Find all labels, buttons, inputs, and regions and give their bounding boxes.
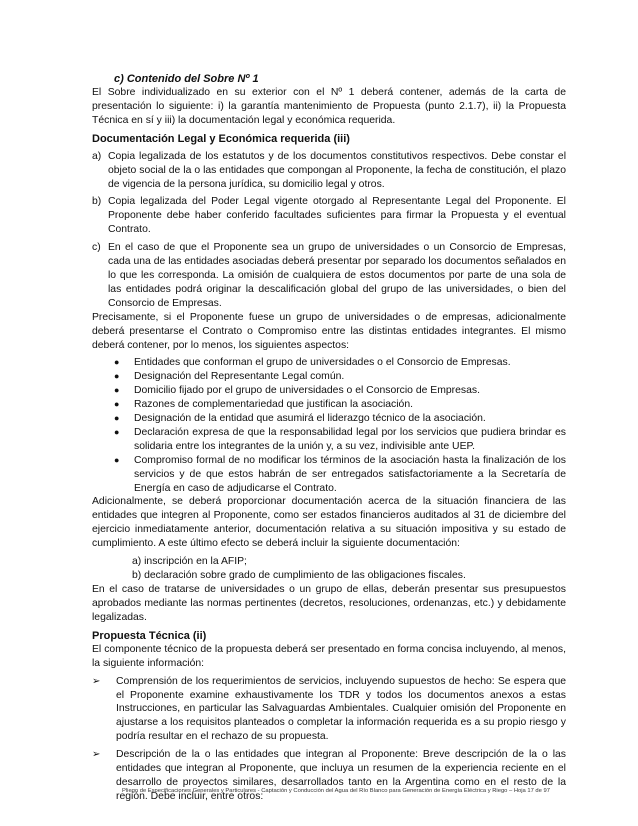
section-c-heading: c) Contenido del Sobre Nº 1: [114, 73, 259, 85]
doc-legal-list: [92, 150, 566, 311]
list-item: b) declaración sobre grado de cumplimiento de las obligaciones fiscales.: [132, 570, 466, 582]
bullet-icon: ●: [114, 357, 120, 368]
list-item-text: Declaración expresa de que la responsabilidad legal por los servicios que pudiera brindar es solidaria entre los integrantes de la unión y, a su vez, indivisible ante UEP.: [134, 426, 566, 452]
bullet-icon: ●: [114, 371, 120, 382]
list-item-text: Entidades que conforman el grupo de universidades o el Consorcio de Empresas.: [134, 357, 511, 369]
propuesta-heading: Propuesta Técnica (ii): [92, 629, 207, 642]
adicionalmente-paragraph: Adicionalmente, se deberá proporcionar documentación acerca de la situación financiera de las entidades que integren al Proponente, como ser estados financieros auditados al 31 de diciembre del ejercicio inmediatamente anterior, documentación relativa a su situación impositiva y su estado de cumplimiento. A este último efecto se deberá incluir la siguiente documentación:: [92, 496, 566, 550]
doc-legal-heading: Documentación Legal y Económica requerida (iii): [92, 132, 350, 145]
list-marker: b): [92, 196, 102, 208]
list-item-text: Copia legalizada de los estatutos y de los documentos constitutivos respectivos. Debe constar el objeto social de la o las entidades que compongan al Proponente, la fecha de constitución, el plazo de vigencia de la persona jurídica, su domicilio legal y otros.: [108, 150, 566, 190]
list-item: [92, 356, 566, 370]
list-item: [92, 384, 566, 398]
list-item: [92, 454, 566, 496]
bullet-icon: ●: [114, 454, 120, 465]
list-marker: a): [92, 150, 102, 162]
bullet-icon: ●: [114, 413, 120, 424]
precisamente-paragraph: Precisamente, si el Proponente fuese un grupo de universidades o de empresas, adicionalmente deberá presentarse el Contrato o Compromiso entre las distintas entidades integrantes. El mismo deberá contener, por lo menos, los siguientes aspectos:: [92, 311, 566, 351]
list-item-text: Designación de la entidad que asumirá el liderazgo técnico de la asociación.: [134, 413, 486, 425]
list-item: [92, 748, 566, 804]
list-item: [92, 150, 566, 192]
list-item-text: Domicilio fijado por el grupo de universidades o el Consorcio de Empresas.: [134, 385, 480, 397]
list-item: [92, 426, 566, 454]
page-footer: Pliego de Especificaciones Generales y Particulares - Captación y Conducción del Agua del Río Blanco para Generación de Energía Eléctrica y Riego – Hoja 17 de 97: [122, 788, 550, 794]
arrow-bullet-icon: ➢: [92, 675, 101, 687]
bullet-icon: ●: [114, 426, 120, 437]
aspects-list: [92, 356, 566, 495]
en-el-caso-paragraph: En el caso de tratarse de universidades o un grupo de ellas, deberán presentar sus presupuestos aprobados mediante las normas pertinentes (decretos, resoluciones, ordenanzas, etc.) y debidamente legalizadas.: [92, 584, 566, 623]
list-item-text: Comprensión de los requerimientos de servicios, incluyendo supuestos de hecho: Se espera que el Proponente examine exhaustivamente los TDR y todos los documentos anexos a estas Instrucciones, en particular las Salvaguardas Ambientales. Cualquier omisión del Proponente en ajustarse a los requisitos planteados o completar la información requerida es a su propio riesgo y podría resultar en el rechazo de su propuesta.: [116, 675, 566, 743]
list-item: a) inscripción en la AFIP;: [132, 556, 247, 568]
list-item: [92, 675, 566, 745]
section-c-text: El Sobre individualizado en su exterior con el Nº 1 deberá contener, además de la carta de presentación lo siguiente: i) la garantía mantenimiento de Propuesta (punto 2.1.7), ii) la Propuesta Técnica en sí y iii) la documentación legal y económica requerida.: [92, 87, 566, 126]
list-item-text: Razones de complementariedad que justifican la asociación.: [134, 399, 413, 411]
list-marker: c): [92, 242, 101, 254]
list-item-text: Descripción de la o las entidades que integran al Proponente: Breve descripción de la o las entidades que integran al Proponente, que incluya un resumen de la experiencia reciente en el desarrollo de proyectos similares, desarrollados tanto en la Argentina como en el resto de la región. Debe incluir, entre otros:: [116, 749, 566, 802]
page-content: [92, 72, 566, 804]
propuesta-list: [92, 675, 566, 804]
list-item-text: Designación del Representante Legal común.: [134, 371, 345, 383]
list-item: [92, 398, 566, 412]
list-item-text: Compromiso formal de no modificar los términos de la asociación hasta la finalización de los servicios y de que estos habrán de ser entregados satisfactoriamente a la Secretaría de Energía en caso de adjudicarse el Contrato.: [134, 454, 566, 494]
list-item-text: En el caso de que el Proponente sea un grupo de universidades o un Consorcio de Empresas, cada una de las entidades asociadas deberá presentar por separado los documentos señalados en lo que les corresponda. La omisión de cualquiera de estos documentos por parte de una sola de las entidades podrá originar la descalificación global del grupo de las universidades, o bien del Consorcio de Empresas.: [108, 242, 566, 309]
list-item-text: Copia legalizada del Poder Legal vigente otorgado al Representante Legal del Proponente. El Proponente debe haber conferido facultades suficientes para firmar la Propuesta y el eventual Contrato.: [108, 196, 566, 236]
arrow-bullet-icon: ➢: [92, 749, 101, 761]
list-item: [92, 412, 566, 426]
sub-items-list: [92, 555, 566, 583]
bullet-icon: ●: [114, 385, 120, 396]
list-item: [92, 241, 566, 311]
propuesta-intro: El componente técnico de la propuesta deberá ser presentado en forma concisa incluyendo, al menos, la siguiente información:: [92, 643, 566, 669]
list-item: [92, 195, 566, 237]
list-item: [92, 370, 566, 384]
bullet-icon: ●: [114, 399, 120, 410]
